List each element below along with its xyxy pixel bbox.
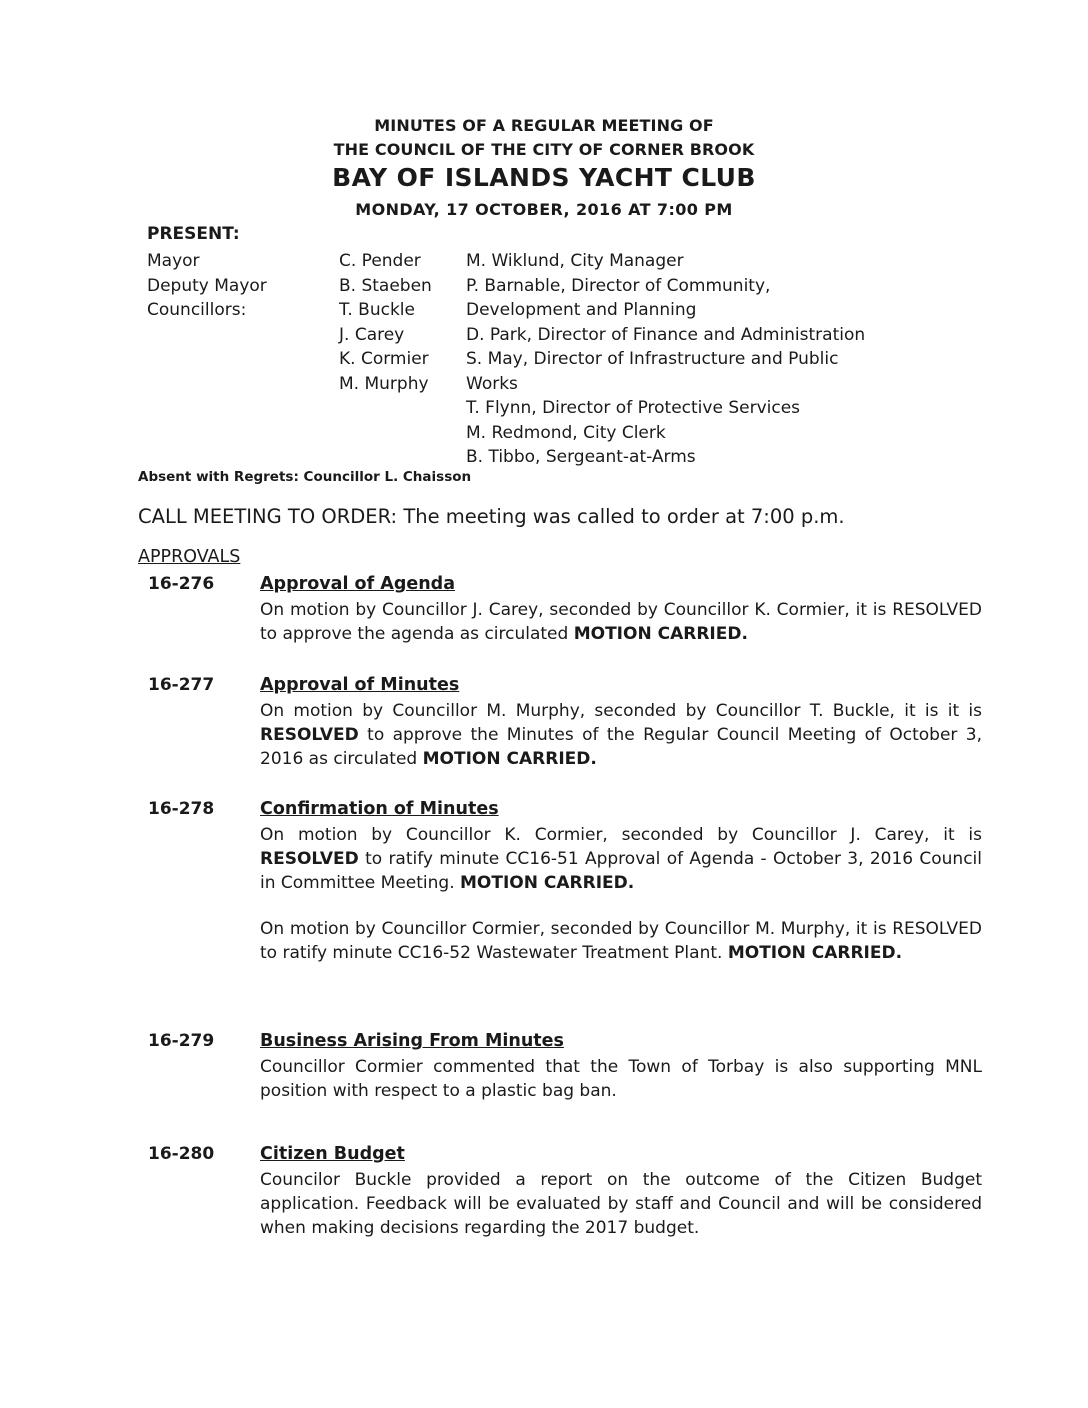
header-line-2: THE COUNCIL OF THE CITY OF CORNER BROOK: [333, 140, 755, 159]
attendee-members: [339, 249, 432, 396]
item-number: 16-278: [148, 799, 215, 819]
item-paragraph: On motion by Councillor J. Carey, seconded by Councillor K. Cormier, it is RESOLVED to approve the agenda as circulated MOTION CARRIED.: [260, 600, 982, 644]
item-title: Business Arising From Minutes: [260, 1031, 564, 1051]
meeting-location: BAY OF ISLANDS YACHT CLUB: [332, 163, 756, 192]
item-paragraph: Councillor Cormier commented that the Town of Torbay is also supporting MNL position with respect to a plastic bag ban.: [260, 1057, 982, 1101]
member-name: C. Pender: [339, 251, 421, 271]
staff-line: T. Flynn, Director of Protective Services: [466, 398, 801, 418]
staff-line: P. Barnable, Director of Community,: [466, 275, 771, 296]
staff-line: Works: [466, 373, 518, 394]
absent-with-regrets: Absent with Regrets: Councillor L. Chaisson: [138, 469, 472, 485]
call-to-order: CALL MEETING TO ORDER: The meeting was called to order at 7:00 p.m.: [138, 505, 845, 528]
role-mayor: Mayor: [147, 251, 200, 271]
staff-line: D. Park, Director of Finance and Administration: [466, 324, 866, 345]
attendee-roles: [147, 249, 267, 323]
attendee-staff: [466, 249, 865, 470]
staff-line: M. Wiklund, City Manager: [466, 251, 684, 271]
present-label: PRESENT:: [147, 224, 240, 244]
item-number: 16-279: [148, 1031, 215, 1051]
item-number: 16-280: [148, 1144, 215, 1164]
item-number: 16-277: [148, 675, 215, 695]
meeting-date: MONDAY, 17 OCTOBER, 2016 AT 7:00 PM: [355, 200, 733, 219]
item-title: Approval of Agenda: [260, 574, 456, 594]
staff-line: Development and Planning: [466, 300, 697, 320]
role-deputy-mayor: Deputy Mayor: [147, 275, 267, 296]
staff-line: M. Redmond, City Clerk: [466, 422, 666, 443]
member-name: B. Staeben: [339, 275, 432, 296]
member-name: M. Murphy: [339, 373, 429, 394]
member-name: K. Cormier: [339, 349, 429, 369]
item-title: Citizen Budget: [260, 1144, 405, 1164]
staff-line: S. May, Director of Infrastructure and Public: [466, 349, 839, 369]
role-councillors: Councillors:: [147, 300, 247, 320]
item-title: Confirmation of Minutes: [260, 799, 499, 819]
item-paragraph: On motion by Councillor Cormier, seconded by Councillor M. Murphy, it is RESOLVED to ratify minute CC16-52 Wastewater Treatment Plant. MOTION CARRIED.: [260, 919, 982, 963]
item-paragraph: Councilor Buckle provided a report on the outcome of the Citizen Budget application. Feedback will be evaluated by staff and Council and will be considered when making decisions regarding the 2017 budget.: [260, 1170, 982, 1238]
staff-line: B. Tibbo, Sergeant-at-Arms: [466, 447, 696, 467]
item-paragraph: On motion by Councillor M. Murphy, seconded by Councillor T. Buckle, it is it is RESOLVED to approve the Minutes of the Regular Council Meeting of October 3, 2016 as circulated MOTION CARRIED.: [260, 701, 982, 769]
member-name: J. Carey: [339, 324, 405, 345]
approvals-heading: APPROVALS: [138, 547, 241, 567]
item-number: 16-276: [148, 574, 215, 594]
item-paragraph: On motion by Councillor K. Cormier, seconded by Councillor J. Carey, it is RESOLVED to ratify minute CC16-51 Approval of Agenda - October 3, 2016 Council in Committee Meeting. MOTION CARRIED.: [260, 825, 982, 893]
item-title: Approval of Minutes: [260, 675, 460, 695]
header-line-1: MINUTES OF A REGULAR MEETING OF: [374, 116, 714, 135]
member-name: T. Buckle: [339, 300, 415, 320]
